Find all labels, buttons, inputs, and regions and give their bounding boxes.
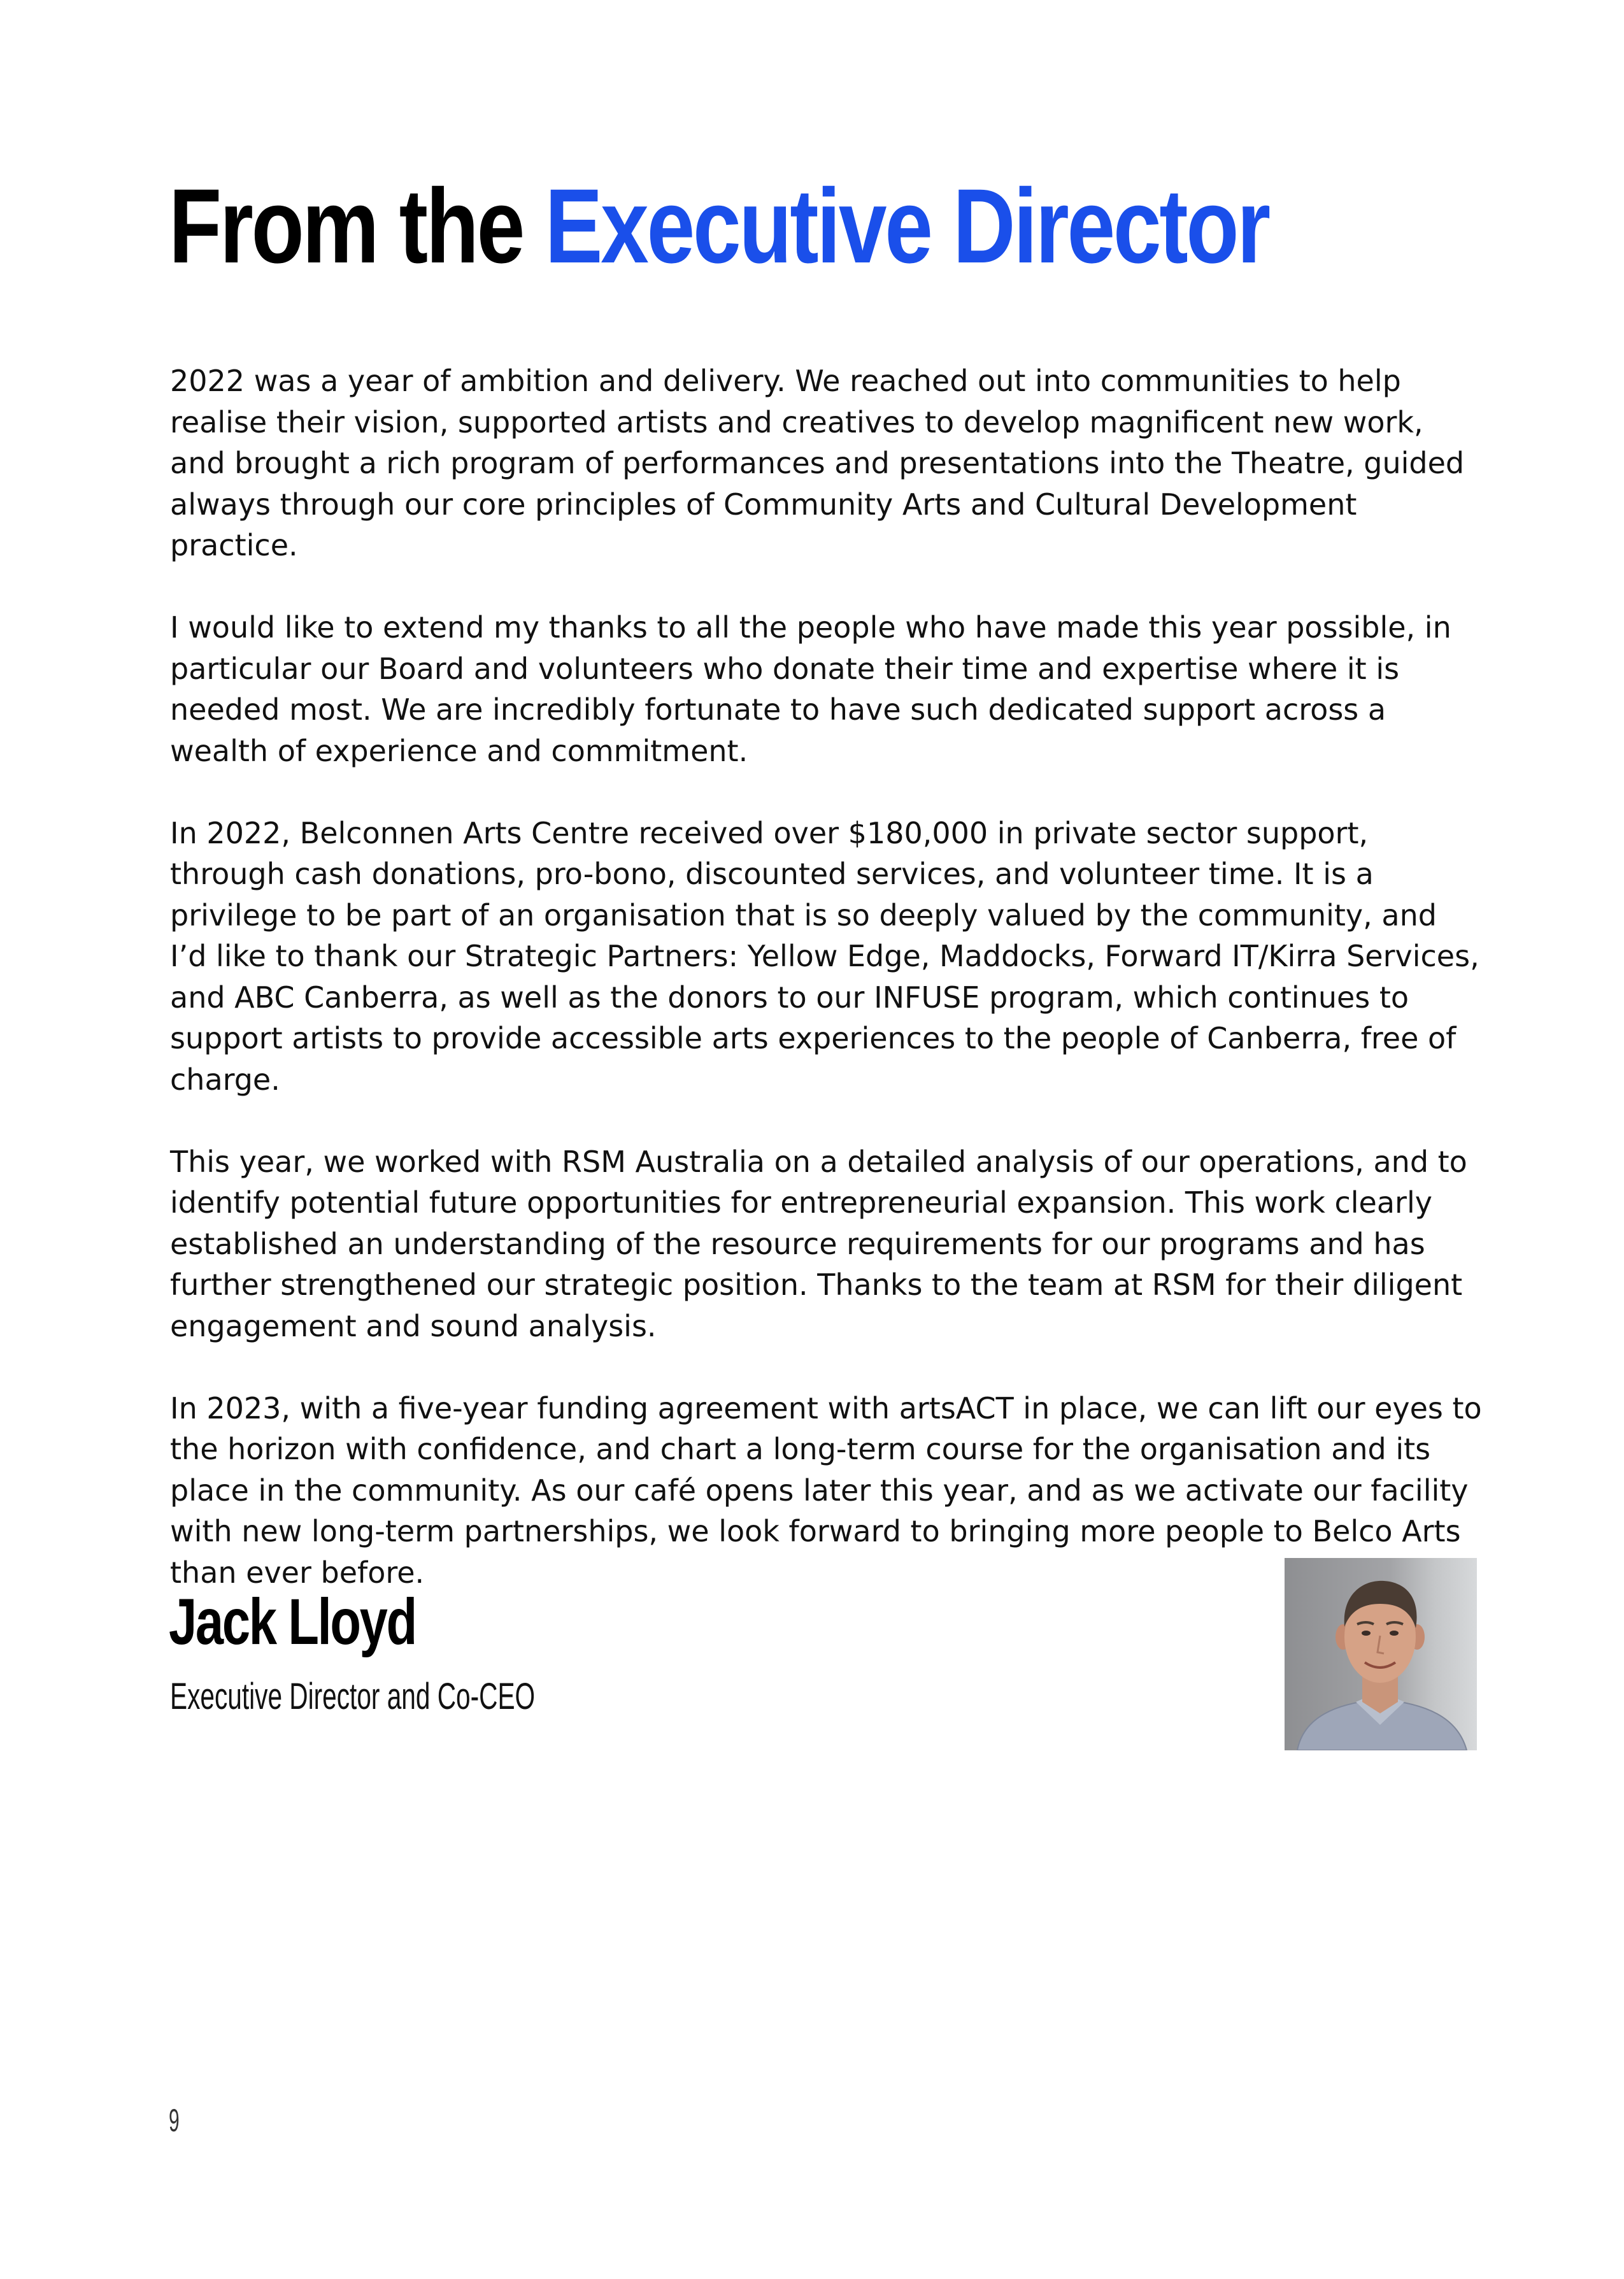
paragraph-3: In 2022, Belconnen Arts Centre received over $180,000 in private sector support, through cash donations, pro-bono, discounted services, and volunteer time. It is a privilege to be part of an organisation that is so deeply valued by the community, and I’d like to thank our Strategic Partners: Yellow Edge, Maddocks, Forward IT/Kirra Services, and ABC Canberra, as well as the donors to our INFUSE program, which continues to support artists to provide accessible arts experiences to the people of Canberra, free of charge. — [170, 815, 1479, 1097]
signature-name: Jack Lloyd — [169, 1585, 416, 1658]
person-photo-icon — [1285, 1558, 1477, 1750]
paragraph-4: This year, we worked with RSM Australia on a detailed analysis of our operations, and to identify potential future opportunities for entrepreneurial expansion. This work clearly established an understanding of the resource requirements for our programs and has further strengthened our strategic position. Thanks to the team at RSM for their diligent engagement and sound analysis. — [170, 1144, 1467, 1343]
page-title-lead: From the — [169, 168, 545, 285]
page-title — [169, 169, 1269, 285]
signature-role: Executive Director and Co-CEO — [170, 1676, 536, 1717]
page-title-accent: Executive Director — [545, 168, 1269, 285]
paragraph-2: I would like to extend my thanks to all the people who have made this year possible, in particular our Board and volunteers who donate their time and expertise where it is needed most. We are incredibly fortunate to have such dedicated support across a wealth of experience and commitment. — [170, 610, 1451, 768]
paragraph-5: In 2023, with a five-year funding agreement with artsACT in place, we can lift our eyes to the horizon with confidence, and chart a long-term course for the organisation and its place in the community. As our café opens later this year, and as we activate our facility with new long-term partnerships, we look forward to bringing more people to Belco Arts than ever before. — [170, 1390, 1482, 1590]
paragraph-1: 2022 was a year of ambition and delivery. We reached out into communities to help realise their vision, supported artists and creatives to develop magnificent new work, and brought a rich program of performances and presentations into the Theatre, guided always through our core principles of Community Arts and Cultural Development practice. — [170, 364, 1465, 562]
letter-body — [170, 361, 1482, 1634]
page-number: 9 — [169, 2103, 180, 2138]
